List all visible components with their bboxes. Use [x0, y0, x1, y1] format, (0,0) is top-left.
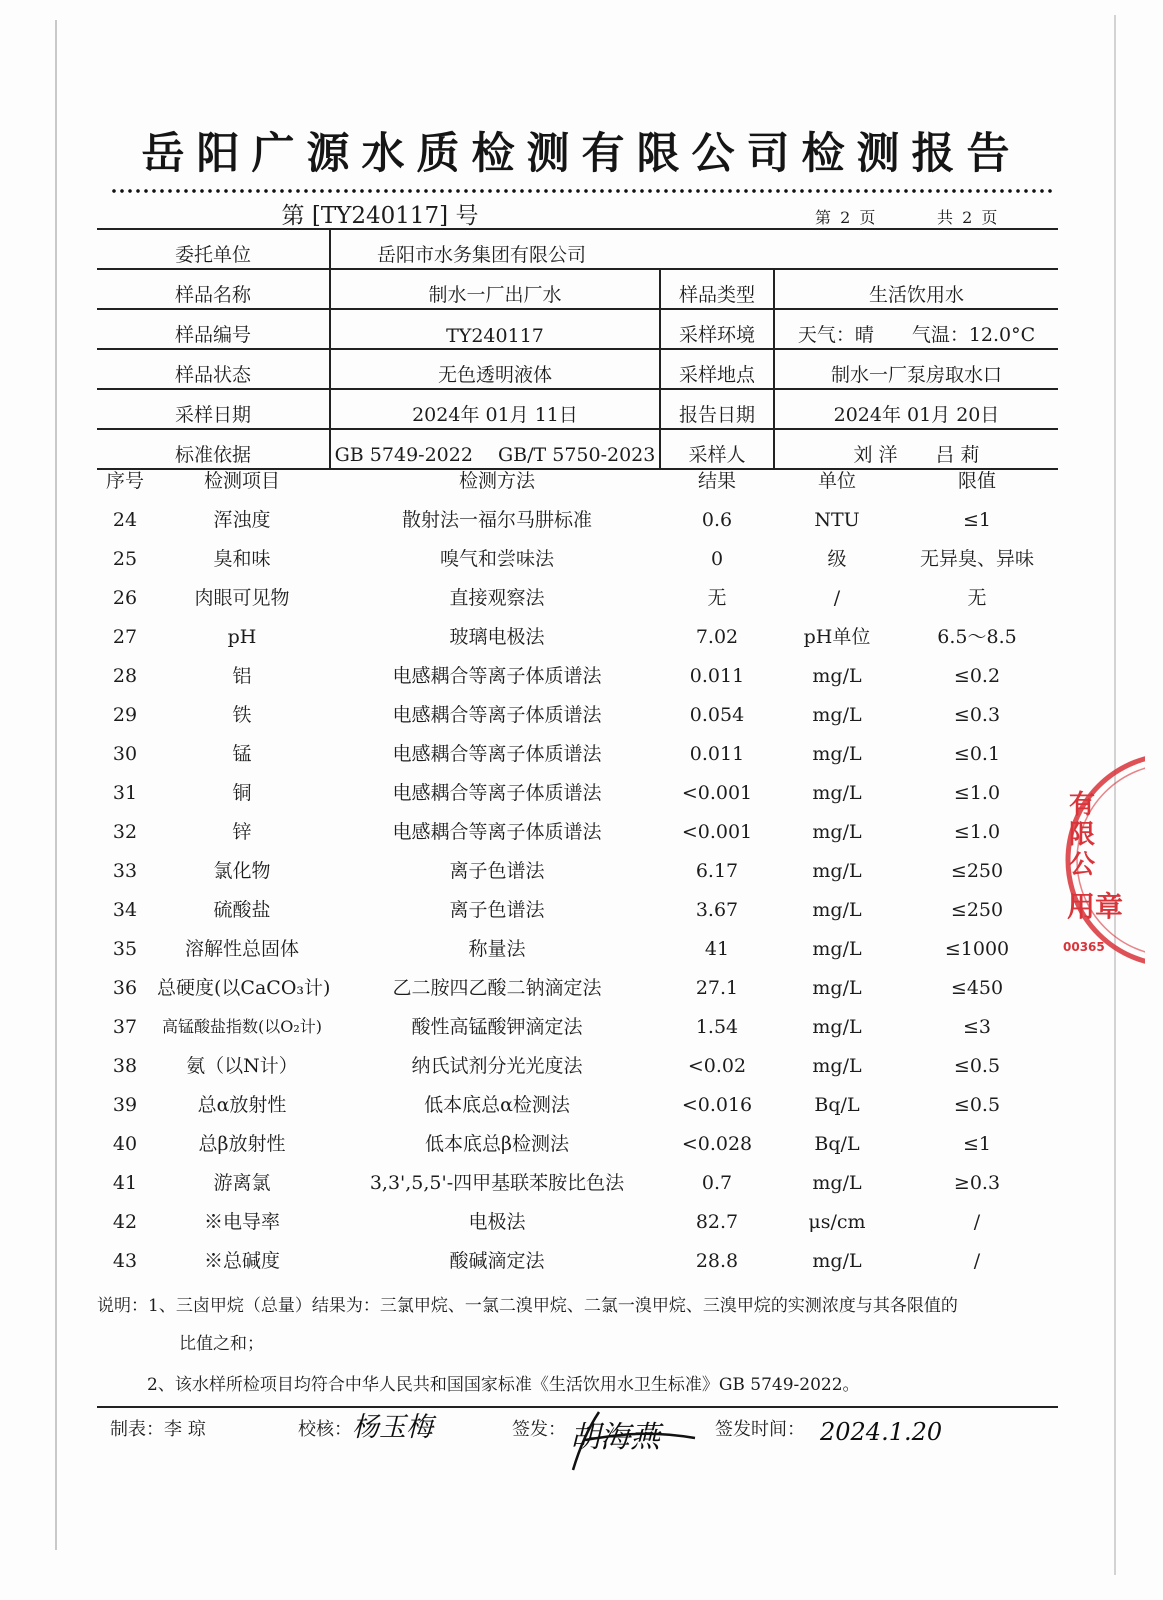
row-method: 3,3',5,5'-四甲基联苯胺比色法: [369, 1172, 625, 1194]
row-limit: ≤450: [950, 977, 1004, 999]
row-method: 酸碱滴定法: [449, 1250, 545, 1272]
issue-time-handwritten: 2024.1.20: [820, 1418, 943, 1446]
row-unit: mg/L: [812, 1016, 862, 1038]
row-limit: ≤250: [950, 899, 1004, 921]
row-item: ※电导率: [203, 1211, 280, 1233]
checker-signature: 杨玉梅: [352, 1412, 433, 1443]
row-result: 0: [710, 548, 724, 570]
scan-edge-left: [55, 20, 57, 1550]
header-result: 结果: [697, 470, 736, 492]
row-no: 39: [112, 1094, 138, 1116]
prepared-value: 李 琼: [164, 1419, 206, 1440]
result-row: [97, 1129, 1058, 1159]
row-item: 氯化物: [213, 860, 271, 882]
row-result: <0.028: [681, 1133, 753, 1155]
page-number: 第 2 页: [815, 208, 878, 227]
result-row: [97, 934, 1058, 964]
report-date-value: 2024年 01月 20日: [774, 389, 1058, 429]
result-row: [97, 1168, 1058, 1198]
header-method: 检测方法: [458, 470, 535, 492]
row-no: 29: [112, 704, 138, 726]
row-method: 离子色谱法: [449, 899, 545, 921]
sample-type-value: 生活饮用水: [774, 269, 1058, 309]
row-result: 0.054: [689, 704, 745, 726]
date-label: 采样日期: [97, 389, 330, 429]
result-row: [97, 817, 1058, 847]
row-method: 直接观察法: [449, 587, 545, 609]
sample-type-label: 样品类型: [660, 269, 774, 309]
result-row: [97, 895, 1058, 925]
company-seal: [1055, 750, 1145, 970]
row-unit: mg/L: [812, 821, 862, 843]
row-limit: ≤0.5: [953, 1055, 1001, 1077]
result-row: [97, 700, 1058, 730]
row-method: 低本底总α检测法: [424, 1094, 570, 1116]
env-value: 天气：晴 气温：12.0°C: [774, 309, 1058, 349]
info-row-sample-name: [97, 269, 1058, 309]
row-unit: Bq/L: [814, 1094, 860, 1116]
row-no: 38: [112, 1055, 138, 1077]
header-limit: 限值: [957, 470, 996, 492]
issuer-signature: 胡海燕: [570, 1420, 660, 1455]
state-label: 样品状态: [97, 349, 330, 389]
row-limit: ≥0.3: [953, 1172, 1001, 1194]
result-row: [97, 1246, 1058, 1276]
row-item: 总硬度(以CaCO₃计): [157, 977, 331, 999]
row-no: 34: [112, 899, 138, 921]
row-result: 无: [707, 587, 727, 609]
issue-time-label: 签发时间：: [715, 1419, 805, 1440]
row-unit: mg/L: [812, 860, 862, 882]
row-method: 电感耦合等离子体质谱法: [392, 743, 602, 765]
row-result: 7.02: [695, 626, 739, 648]
seal-text-3: 00365: [1063, 940, 1105, 954]
date-value: 2024年 01月 11日: [330, 389, 660, 429]
result-row: [97, 583, 1058, 613]
row-result: <0.001: [681, 782, 753, 804]
row-item: 臭和味: [213, 548, 271, 570]
row-no: 40: [112, 1133, 138, 1155]
info-row-standard: [97, 429, 1058, 469]
row-result: 6.17: [695, 860, 739, 882]
info-row-sample-id: [97, 309, 1058, 349]
row-limit: ≤1.0: [953, 782, 1001, 804]
report-title: 岳阳广源水质检测有限公司检测报告: [141, 129, 1022, 179]
row-limit: 无异臭、异味: [919, 548, 1034, 570]
row-no: 36: [112, 977, 138, 999]
row-limit: ≤0.1: [953, 743, 1001, 765]
row-unit: mg/L: [812, 977, 862, 999]
row-item: 肉眼可见物: [194, 587, 290, 609]
row-item: ※总碱度: [203, 1250, 280, 1272]
row-unit: Bq/L: [814, 1133, 860, 1155]
standard-label: 标准依据: [97, 429, 330, 469]
row-unit: mg/L: [812, 704, 862, 726]
row-no: 41: [112, 1172, 138, 1194]
row-no: 26: [112, 587, 138, 609]
row-method: 电感耦合等离子体质谱法: [392, 665, 602, 687]
row-no: 32: [112, 821, 138, 843]
issuer-signature-stroke: [555, 1400, 705, 1480]
standard-value: GB 5749-2022 GB/T 5750-2023: [330, 429, 660, 469]
row-unit: mg/L: [812, 899, 862, 921]
result-row: [97, 1090, 1058, 1120]
result-row: [97, 973, 1058, 1003]
row-method: 乙二胺四乙酸二钠滴定法: [392, 977, 602, 999]
row-no: 30: [112, 743, 138, 765]
report-number: 第 [TY240117] 号: [281, 203, 479, 229]
sample-info-table: [97, 228, 1058, 470]
result-row: [97, 661, 1058, 691]
row-limit: ≤0.3: [953, 704, 1001, 726]
row-result: <0.016: [681, 1094, 753, 1116]
row-limit: ≤1.0: [953, 821, 1001, 843]
row-method: 离子色谱法: [449, 860, 545, 882]
row-no: 43: [112, 1250, 138, 1272]
row-limit: ≤1000: [944, 938, 1010, 960]
row-result: 28.8: [695, 1250, 739, 1272]
row-item: 溶解性总固体: [184, 938, 299, 960]
row-no: 28: [112, 665, 138, 687]
row-limit: 6.5～8.5: [937, 626, 1017, 648]
prepared-label: 制表：: [110, 1419, 164, 1440]
sample-id-value: TY240117: [330, 309, 660, 349]
location-value: 制水一厂泵房取水口: [774, 349, 1058, 389]
row-no: 25: [112, 548, 138, 570]
seal-text-1: 有限公: [1069, 790, 1096, 880]
row-method: 散射法一福尔马肼标准: [401, 509, 592, 531]
row-method: 电感耦合等离子体质谱法: [392, 782, 602, 804]
row-item: 锰: [232, 743, 252, 765]
report-date-label: 报告日期: [660, 389, 774, 429]
row-result: 0.011: [689, 665, 745, 687]
row-result: 1.54: [695, 1016, 739, 1038]
row-result: 41: [704, 938, 730, 960]
row-unit: mg/L: [812, 1250, 862, 1272]
info-row-date: [97, 389, 1058, 429]
row-no: 42: [112, 1211, 138, 1233]
row-method: 电极法: [468, 1211, 526, 1233]
row-method: 纳氏试剂分光光度法: [411, 1055, 583, 1077]
row-unit: mg/L: [812, 782, 862, 804]
row-item: 硫酸盐: [213, 899, 271, 921]
note-line-3: 2、该水样所检项目均符合中华人民共和国国家标准《生活饮用水卫生标准》GB 5749-2022。: [147, 1375, 860, 1395]
env-label: 采样环境: [660, 309, 774, 349]
header-no: 序号: [105, 470, 144, 492]
result-row: [97, 622, 1058, 652]
row-item: 总α放射性: [197, 1094, 287, 1116]
page-total: 共 2 页: [937, 208, 1000, 227]
row-item: 锌: [232, 821, 252, 843]
row-unit: mg/L: [812, 1172, 862, 1194]
location-label: 采样地点: [660, 349, 774, 389]
sample-id-label: 样品编号: [97, 309, 330, 349]
client-label: 委托单位: [97, 229, 330, 269]
result-row: [97, 544, 1058, 574]
row-unit: NTU: [814, 509, 860, 531]
info-row-client: [97, 229, 1058, 269]
row-unit: pH单位: [803, 626, 871, 648]
row-limit: /: [973, 1250, 981, 1272]
row-result: 0.7: [701, 1172, 733, 1194]
row-item: 总β放射性: [198, 1133, 286, 1155]
row-result: 3.67: [695, 899, 739, 921]
header-unit: 单位: [817, 470, 856, 492]
row-limit: ≤1: [962, 509, 991, 531]
row-method: 电感耦合等离子体质谱法: [392, 704, 602, 726]
checked-by-label: 校核：: [298, 1419, 352, 1440]
row-result: 27.1: [695, 977, 739, 999]
row-no: 24: [112, 509, 138, 531]
row-no: 35: [112, 938, 138, 960]
client-value: 岳阳市水务集团有限公司: [330, 229, 1058, 269]
row-method: 玻璃电极法: [449, 626, 545, 648]
row-item: 氨（以N计）: [186, 1055, 298, 1077]
result-row: [97, 778, 1058, 808]
row-unit: mg/L: [812, 665, 862, 687]
row-unit: μs/cm: [808, 1211, 866, 1233]
row-result: 0.011: [689, 743, 745, 765]
note-line-1: 说明：1、三卤甲烷（总量）结果为：三氯甲烷、一氯二溴甲烷、二氯一溴甲烷、三溴甲烷的实测浓度与其各限值的: [97, 1296, 958, 1316]
row-method: 电感耦合等离子体质谱法: [392, 821, 602, 843]
sample-name-value: 制水一厂出厂水: [330, 269, 660, 309]
row-no: 31: [112, 782, 138, 804]
result-row: [97, 739, 1058, 769]
row-limit: ≤1: [962, 1133, 991, 1155]
row-limit: ≤250: [950, 860, 1004, 882]
row-item: 铝: [232, 665, 252, 687]
state-value: 无色透明液体: [330, 349, 660, 389]
prepared-by: [110, 1415, 206, 1441]
row-limit: ≤0.2: [953, 665, 1001, 687]
row-limit: ≤0.5: [953, 1094, 1001, 1116]
seal-text-2: 用章: [1067, 890, 1124, 923]
row-limit: ≤3: [962, 1016, 991, 1038]
row-unit: mg/L: [812, 1055, 862, 1077]
row-unit: mg/L: [812, 743, 862, 765]
sampler-label: 采样人: [660, 429, 774, 469]
result-row: [97, 505, 1058, 535]
sample-name-label: 样品名称: [97, 269, 330, 309]
row-item: 铁: [232, 704, 252, 726]
header-item: 检测项目: [203, 470, 280, 492]
row-item: 铜: [232, 782, 252, 804]
row-result: 82.7: [695, 1211, 739, 1233]
row-unit: /: [833, 587, 841, 609]
result-row: [97, 1051, 1058, 1081]
row-method: 低本底总β检测法: [425, 1133, 569, 1155]
row-item: 游离氯: [213, 1172, 271, 1194]
row-method: 称量法: [468, 938, 526, 960]
row-limit: 无: [967, 587, 987, 609]
info-row-state: [97, 349, 1058, 389]
row-no: 33: [112, 860, 138, 882]
row-no: 27: [112, 626, 138, 648]
row-no: 37: [112, 1016, 138, 1038]
results-header: [97, 466, 1058, 496]
row-item: 高锰酸盐指数(以O₂计): [161, 1017, 323, 1036]
result-row: [97, 1012, 1058, 1042]
row-unit: mg/L: [812, 938, 862, 960]
row-method: 酸性高锰酸钾滴定法: [411, 1016, 583, 1038]
dotted-divider: [110, 188, 1055, 194]
row-limit: /: [973, 1211, 981, 1233]
row-item: pH: [227, 626, 257, 648]
note-line-2: 比值之和；: [179, 1334, 264, 1354]
row-result: <0.02: [687, 1055, 747, 1077]
row-unit: 级: [827, 548, 847, 570]
row-item: 浑浊度: [213, 509, 271, 531]
row-result: <0.001: [681, 821, 753, 843]
row-method: 嗅气和尝味法: [439, 548, 554, 570]
row-result: 0.6: [701, 509, 733, 531]
issued-by-label: 签发：: [512, 1419, 566, 1440]
result-row: [97, 1207, 1058, 1237]
result-row: [97, 856, 1058, 886]
sampler-value: 刘 洋 吕 莉: [774, 429, 1058, 469]
